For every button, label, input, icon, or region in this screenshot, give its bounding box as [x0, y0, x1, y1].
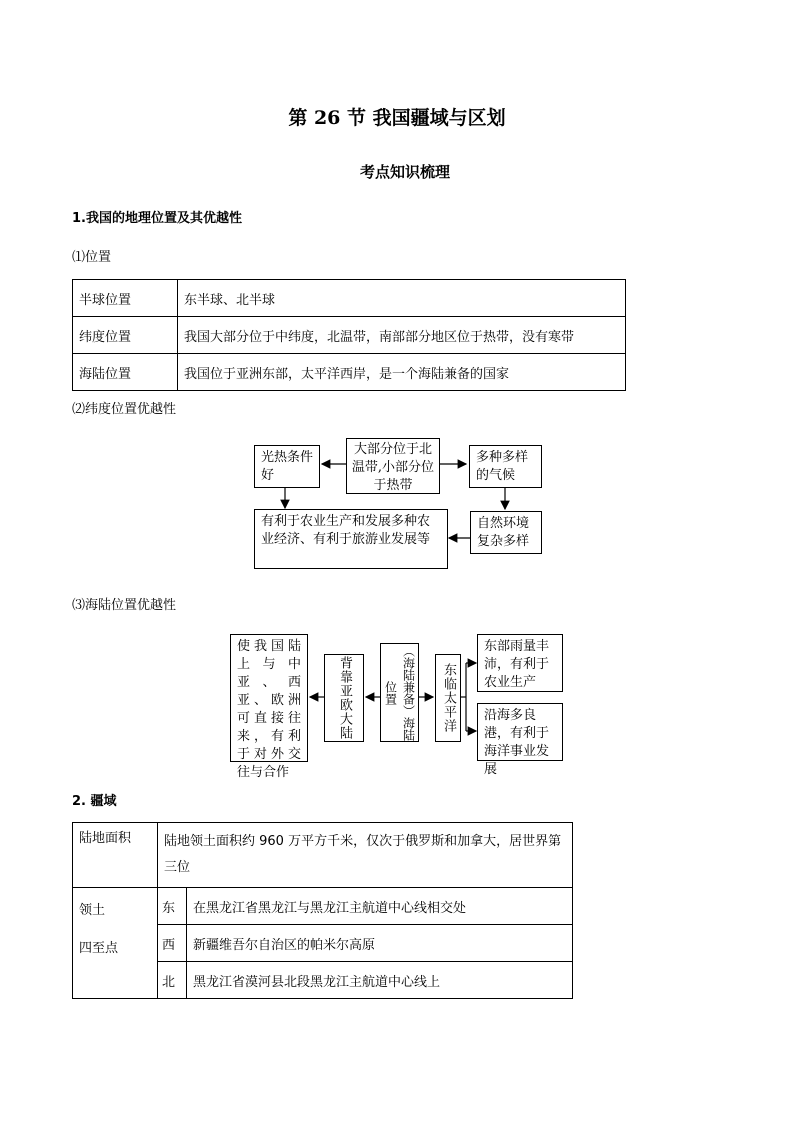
extreme-text: 在黑龙江省黑龙江与黑龙江主航道中心线相交处 — [187, 888, 573, 925]
extreme-label-line2: 四至点 — [79, 941, 119, 956]
position-value: 我国位于亚洲东部，太平洋西岸，是一个海陆兼备的国家 — [178, 354, 626, 391]
extreme-dir: 北 — [158, 962, 187, 999]
table-row — [73, 823, 573, 888]
sea-far-right-top-box: 东部雨量丰沛，有利于农业生产 — [477, 634, 563, 692]
sea-far-left-box: 使我国陆上与中亚、西亚、欧洲可直接往来，有利于对外交往与合作 — [230, 634, 308, 762]
extreme-label-line1: 领土 — [79, 903, 106, 918]
position-label: 半球位置 — [73, 280, 178, 317]
position-subheading: ⑴位置 — [72, 250, 112, 265]
sea-center-text: （海陆兼备）海陆位置 — [383, 644, 416, 741]
latitude-subheading: ⑵纬度位置优越性 — [72, 402, 177, 417]
page-title: 第 26 节 我国疆域与区划 — [288, 107, 506, 129]
lat-bottom-left-box: 有利于农业生产和发展多种农业经济、有利于旅游业发展等 — [254, 509, 448, 569]
extreme-dir: 西 — [158, 925, 187, 962]
position-label: 海陆位置 — [73, 354, 178, 391]
sea-subheading: ⑶海陆位置优越性 — [72, 598, 177, 613]
extreme-points-label — [73, 888, 158, 999]
sea-right-box — [435, 654, 461, 742]
page-subtitle: 考点知识梳理 — [359, 163, 450, 181]
sea-far-right-bottom-box: 沿海多良港，有利于海洋事业发展 — [477, 703, 563, 761]
territory-table — [72, 822, 573, 999]
sea-left-box — [324, 654, 364, 742]
table-row — [73, 888, 573, 925]
position-label: 纬度位置 — [73, 317, 178, 354]
position-value: 东半球、北半球 — [178, 280, 626, 317]
sea-right-text: 东临太平洋 — [441, 663, 456, 733]
lat-center-box: 大部分位于北温带,小部分位于热带 — [346, 438, 440, 494]
sea-center-box — [380, 643, 419, 742]
position-value: 我国大部分位于中纬度，北温带，南部部分地区位于热带，没有寒带 — [178, 317, 626, 354]
area-value: 陆地领土面积约 960 万平方千米，仅次于俄罗斯和加拿大，居世界第三位 — [158, 823, 573, 888]
extreme-dir: 东 — [158, 888, 187, 925]
section1-heading: 1.我国的地理位置及其优越性 — [72, 211, 242, 226]
sea-left-text: 背靠亚欧大陆 — [337, 656, 352, 740]
extreme-text: 新疆维吾尔自治区的帕米尔高原 — [187, 925, 573, 962]
lat-bottom-right-box: 自然环境复杂多样 — [470, 511, 542, 554]
section2-heading: 2. 疆域 — [72, 794, 117, 809]
lat-left-box: 光热条件好 — [254, 445, 320, 488]
extreme-text: 黑龙江省漠河县北段黑龙江主航道中心线上 — [187, 962, 573, 999]
lat-right-box: 多种多样的气候 — [469, 445, 542, 488]
area-label: 陆地面积 — [73, 823, 158, 888]
